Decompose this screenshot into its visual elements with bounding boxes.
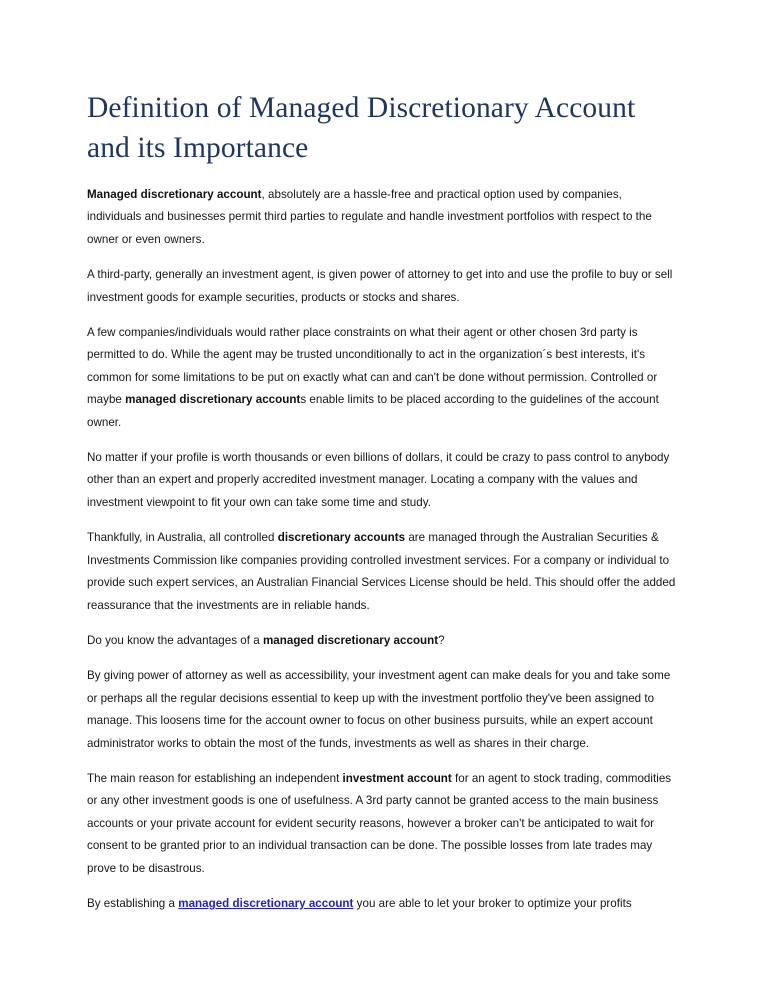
- para-5: [87, 527, 679, 617]
- text-run: you are able to let your broker to optimize your profits: [353, 896, 632, 910]
- text-run: ?: [438, 633, 445, 647]
- bold-emphasis: managed discretionary account: [125, 393, 301, 407]
- para-7: [87, 665, 679, 755]
- text-run: for an agent to stock trading, commodities or any other investment goods is one of usefulness. A 3rd party cannot be granted access to the main business accounts or your private account for evident security reasons, however a broker can't be anticipated to wait for consent to be granted prior to an individual transaction can be done. The possible losses from late trades may prove to be disastrous.: [87, 771, 672, 875]
- bold-emphasis: Managed discretionary account: [87, 188, 262, 201]
- para-8: [87, 768, 679, 880]
- text-run: By establishing a: [87, 896, 179, 910]
- text-run: , absolutely are a hassle-free and practical option used by companies, individuals and businesses permit third parties to regulate and handle investment portfolios with respect to the owner or even owners.: [87, 188, 652, 246]
- document-body: [87, 184, 679, 915]
- bold-emphasis: managed discretionary account: [262, 633, 439, 647]
- text-run: A few companies/individuals would rather place constraints on what their agent or other chosen 3rd party is permitted to do. While the agent may be trusted unconditionally to act in the organization´s best interests, it's common for some limitations to be put on exactly what can and can't be done without permission. Controlled or maybe: [87, 326, 658, 407]
- para-9: [87, 893, 679, 915]
- text-run: No matter if your profile is worth thousands or even billions of dollars, it could be crazy to pass control to anybody other than an expert and properly accredited investment manager. Locating a company with the values and investment viewpoint to fit your own can take some time and study.: [87, 451, 670, 509]
- text-run: By giving power of attorney as well as accessibility, your investment agent can make deals for you and take some or perhaps all the regular decisions essential to keep up with the investment portfolio they've been assigned to manage. This loosens time for the account owner to focus on other business pursuits, while an expert account administrator works to obtain the most of the funds, investments as well as shares in their charge.: [87, 669, 671, 750]
- text-run: are managed through the Australian Securities & Investments Commission like companies providing controlled investment services. For a company or individual to provide such expert services, an Australian Financial Services License should be held. This should offer the added reassurance that the investments are in reliable hands.: [87, 531, 676, 612]
- page-title: Definition of Managed Discretionary Account and its Importance: [87, 92, 636, 164]
- para-2: [87, 264, 679, 309]
- para-6: [87, 630, 679, 652]
- bold-emphasis: discretionary accounts: [277, 531, 406, 545]
- text-run: A third-party, generally an investment agent, is given power of attorney to get into and use the profile to buy or sell investment goods for example securities, products or stocks and shares.: [87, 268, 673, 304]
- document-content: [87, 88, 679, 915]
- para-4: [87, 447, 679, 514]
- bold-emphasis: investment account: [342, 771, 452, 785]
- text-run: s enable limits to be placed according to the guidelines of the account owner.: [87, 393, 659, 429]
- text-run: Do you know the advantages of a: [87, 633, 263, 647]
- text-run: The main reason for establishing an independent: [87, 771, 343, 785]
- managed-discretionary-account-link[interactable]: managed discretionary account: [178, 896, 354, 910]
- para-1: [87, 184, 679, 251]
- para-3: [87, 322, 679, 434]
- text-run: Thankfully, in Australia, all controlled: [87, 531, 278, 545]
